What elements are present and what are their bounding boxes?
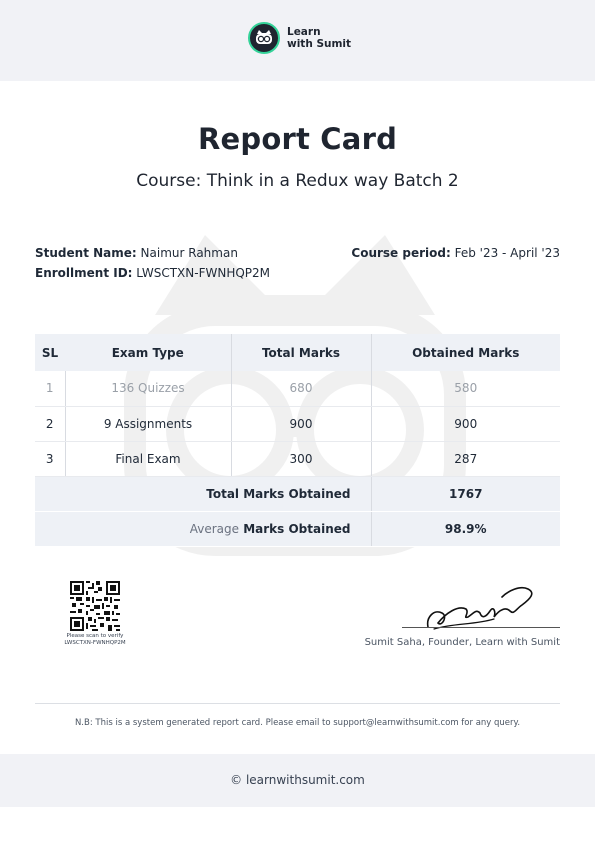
average-value: 98.9% (371, 511, 560, 546)
total-marks-cell: 300 (231, 441, 371, 476)
signer-name: Sumit Saha, Founder, Learn with Sumit (364, 637, 560, 648)
brand-logo (248, 22, 357, 54)
footer-copyright: © learnwithsumit.com (230, 773, 365, 787)
marks-table (35, 334, 560, 547)
brand-name: Learn with Sumit (287, 26, 352, 50)
table-header-row (35, 334, 560, 371)
qr-code-icon (70, 581, 120, 631)
total-marks-cell: 680 (231, 371, 371, 406)
page-title: Report Card (197, 122, 398, 156)
signature-line (402, 627, 560, 628)
qr-verify-caption: Please scan to verify LWSCTXN-FWNHQP2M (64, 633, 126, 646)
exam-type-cell: Final Exam (65, 441, 231, 476)
enrollment-id: Enrollment ID: LWSCTXN-FWNHQP2M (35, 266, 271, 280)
total-value: 1767 (371, 476, 560, 511)
student-name: Student Name: Naimur Rahman (35, 246, 238, 260)
table-row (35, 441, 560, 476)
divider (35, 703, 560, 704)
sl-cell: 1 (35, 371, 65, 406)
obtained-marks-cell: 287 (371, 441, 560, 476)
system-note: N.B: This is a system generated report card. Please email to support@learnwithsumit.com for any query. (74, 718, 521, 728)
sl-cell: 2 (35, 406, 65, 441)
average-row (35, 511, 560, 546)
brand-mark-icon (248, 22, 280, 54)
column-header: Total Marks (231, 334, 371, 371)
exam-type-cell: 9 Assignments (65, 406, 231, 441)
table-row (35, 406, 560, 441)
column-header: Exam Type (65, 334, 231, 371)
exam-type-cell: 136 Quizzes (65, 371, 231, 406)
table-row (35, 371, 560, 406)
course-name: Course: Think in a Redux way Batch 2 (136, 171, 459, 191)
total-row (35, 476, 560, 511)
obtained-marks-cell: 580 (371, 371, 560, 406)
column-header: Obtained Marks (371, 334, 560, 371)
signature-icon (424, 583, 539, 633)
total-label: Total Marks Obtained (35, 476, 371, 511)
course-period: Course period: Feb '23 - April '23 (351, 246, 560, 260)
sl-cell: 3 (35, 441, 65, 476)
obtained-marks-cell: 900 (371, 406, 560, 441)
average-label: Average Marks Obtained (35, 511, 371, 546)
column-header: SL (35, 334, 65, 371)
total-marks-cell: 900 (231, 406, 371, 441)
